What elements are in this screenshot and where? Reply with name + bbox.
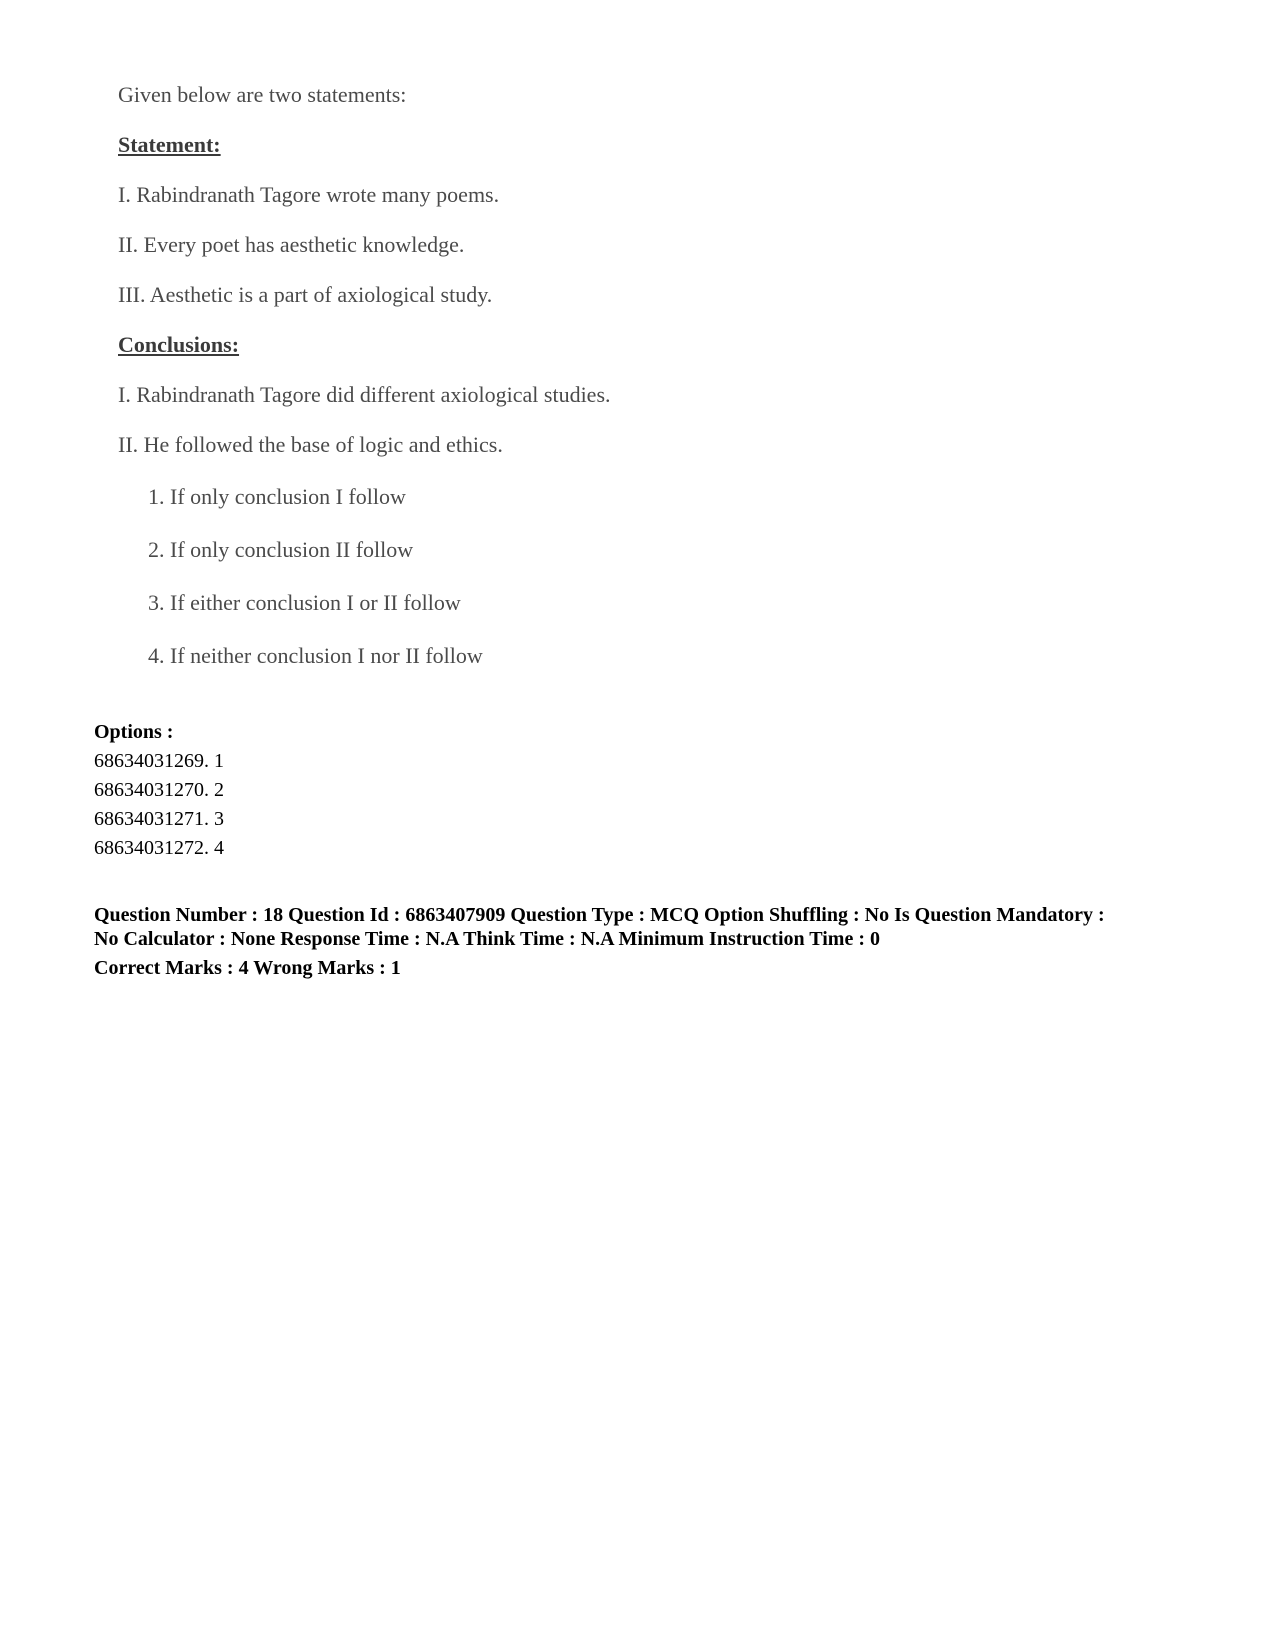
option-item: 68634031269. 1 <box>94 750 224 772</box>
answer-choice: 2. If only conclusion II follow <box>148 537 414 562</box>
question-image <box>100 60 740 710</box>
meta-line: Question Number : 18 Question Id : 6863407909 Question Type : MCQ Option Shuffling : No Is Question Mandatory : <box>94 904 1105 926</box>
statement-item: III. Aesthetic is a part of axiological study. <box>118 282 493 307</box>
option-item: 68634031272. 4 <box>94 837 224 859</box>
statement-item: I. Rabindranath Tagore wrote many poems. <box>118 182 500 207</box>
answer-choice: 4. If neither conclusion I nor II follow <box>148 643 483 668</box>
statement-heading: Statement: <box>118 132 221 157</box>
conclusion-item: I. Rabindranath Tagore did different axiological studies. <box>118 382 611 407</box>
conclusions-heading: Conclusions: <box>118 332 240 357</box>
marks-line: Correct Marks : 4 Wrong Marks : 1 <box>94 957 401 979</box>
options-title: Options : <box>94 721 174 743</box>
option-item: 68634031270. 2 <box>94 779 224 801</box>
options-block <box>94 718 224 863</box>
statement-item: II. Every poet has aesthetic knowledge. <box>118 232 465 257</box>
question-meta <box>94 903 1194 980</box>
answer-choice: 3. If either conclusion I or II follow <box>148 590 461 615</box>
option-item: 68634031271. 3 <box>94 808 224 830</box>
question-intro: Given below are two statements: <box>118 82 407 107</box>
meta-line: No Calculator : None Response Time : N.A Think Time : N.A Minimum Instruction Time : 0 <box>94 928 880 950</box>
conclusion-item: II. He followed the base of logic and ethics. <box>118 432 503 457</box>
answer-choice: 1. If only conclusion I follow <box>148 484 406 509</box>
